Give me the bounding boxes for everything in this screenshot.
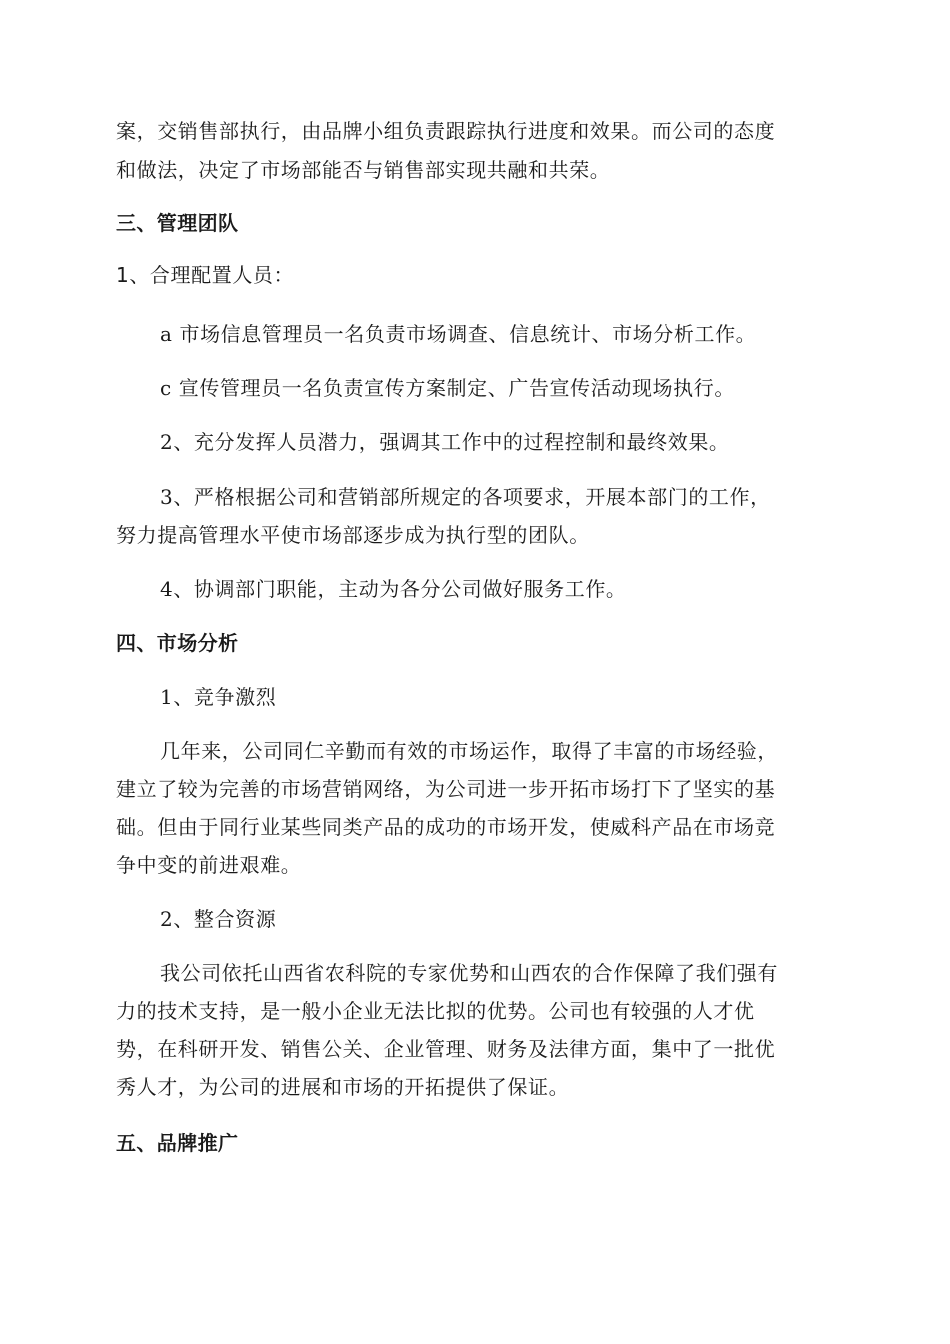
- section-3-item-2: 2、充分发挥人员潜力，强调其工作中的过程控制和最终效果。: [160, 430, 730, 454]
- section-4-para-1-line-4: 争中变的前进艰难。: [116, 853, 302, 877]
- section-4-para-2-line-2: 力的技术支持，是一般小企业无法比拟的优势。公司也有较强的人才优: [116, 999, 755, 1023]
- section-4-sub-1: 1、竞争激烈: [160, 685, 277, 709]
- section-3-item-a: a 市场信息管理员一名负责市场调查、信息统计、市场分析工作。: [160, 322, 757, 346]
- section-3-item-4: 4、协调部门职能，主动为各分公司做好服务工作。: [160, 577, 627, 601]
- section-4-heading: 四、市场分析: [116, 631, 239, 655]
- intro-line-1: 案，交销售部执行，由品牌小组负责跟踪执行进度和效果。而公司的态度: [116, 119, 776, 143]
- section-4-para-2-line-1: 我公司依托山西省农科院的专家优势和山西农的合作保障了我们强有: [160, 961, 778, 985]
- section-4-para-2-line-3: 势，在科研开发、销售公关、企业管理、财务及法律方面，集中了一批优: [116, 1037, 776, 1061]
- section-3-item-3-line-2: 努力提高管理水平使市场部逐步成为执行型的团队。: [116, 523, 590, 547]
- section-3-item-3-line-1: 3、严格根据公司和营销部所规定的各项要求，开展本部门的工作，: [160, 485, 771, 509]
- section-4-para-1-line-1: 几年来，公司同仁辛勤而有效的市场运作，取得了丰富的市场经验，: [160, 739, 778, 763]
- section-4-sub-2: 2、整合资源: [160, 907, 277, 931]
- intro-line-2: 和做法，决定了市场部能否与销售部实现共融和共荣。: [116, 158, 611, 182]
- section-4-para-1-line-2: 建立了较为完善的市场营销网络，为公司进一步开拓市场打下了坚实的基: [116, 777, 776, 801]
- section-4-para-2-line-4: 秀人才，为公司的进展和市场的开拓提供了保证。: [116, 1075, 570, 1099]
- section-4-para-1-line-3: 础。但由于同行业某些同类产品的成功的市场开发，使威科产品在市场竞: [116, 815, 776, 839]
- section-3-item-1: 1、合理配置人员：: [116, 263, 295, 287]
- section-3-item-c: c 宣传管理员一名负责宣传方案制定、广告宣传活动现场执行。: [160, 376, 735, 400]
- section-5-heading: 五、品牌推广: [116, 1131, 239, 1155]
- section-3-heading: 三、管理团队: [116, 211, 239, 235]
